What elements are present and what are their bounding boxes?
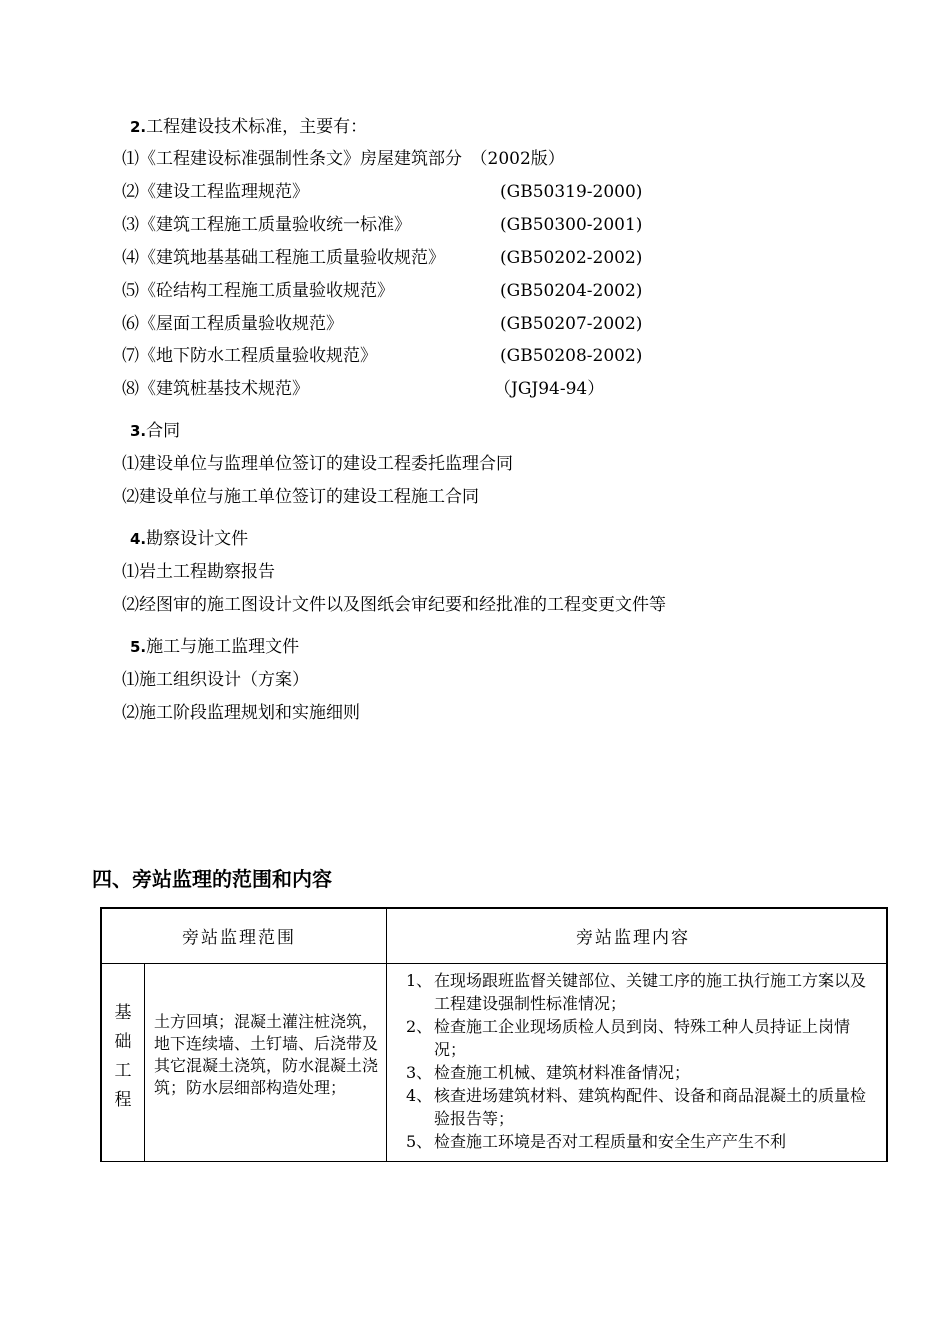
content-column-header: 旁站监理内容 bbox=[576, 928, 690, 948]
design-doc-item: ⑵经图审的施工图设计文件以及图纸会审纪要和经批准的工程变更文件等 bbox=[122, 595, 666, 615]
section-title: 四、旁站监理的范围和内容 bbox=[92, 867, 332, 891]
standard-item bbox=[122, 247, 643, 269]
item-text: 检查施工机械、建筑材料准备情况； bbox=[434, 1063, 691, 1082]
standard-name: ⑶《建筑工程施工质量验收统一标准》 bbox=[122, 215, 411, 235]
section-5-title: 施工与施工监理文件 bbox=[146, 637, 300, 657]
section-5-heading bbox=[130, 636, 299, 658]
content-item bbox=[406, 1061, 876, 1084]
item-number: 3、 bbox=[406, 1063, 433, 1082]
standard-name: ⑸《砼结构工程施工质量验收规范》 bbox=[122, 281, 394, 301]
content-item bbox=[406, 1130, 876, 1153]
standard-code: (GB50319-2000) bbox=[500, 182, 643, 202]
content-cell bbox=[406, 969, 876, 1153]
scope-cell: 土方回填；混凝土灌注桩浇筑，地下连续墙、土钉墙、后浇带及其它混凝土浇筑，防水混凝土浇筑；防水层细部构造处理； bbox=[154, 1012, 379, 1097]
standard-code: （JGJ94-94） bbox=[494, 379, 605, 399]
design-doc-item: ⑴岩土工程勘察报告 bbox=[122, 562, 275, 582]
standard-code: (GB50207-2002) bbox=[500, 314, 643, 334]
construction-doc-item: ⑵施工阶段监理规划和实施细则 bbox=[122, 703, 360, 723]
standard-item bbox=[122, 345, 643, 367]
standard-item bbox=[122, 148, 565, 170]
standard-item bbox=[122, 280, 643, 302]
standard-name: ⑵《建设工程监理规范》 bbox=[122, 182, 309, 202]
standard-code: (GB50208-2002) bbox=[500, 346, 643, 366]
header-divider bbox=[102, 963, 886, 964]
item-number: 4、 bbox=[406, 1086, 433, 1105]
contract-item: ⑵建设单位与施工单位签订的建设工程施工合同 bbox=[122, 487, 479, 507]
supervision-table bbox=[100, 907, 888, 1162]
standard-item bbox=[122, 214, 643, 236]
standard-name: ⑹《屋面工程质量验收规范》 bbox=[122, 314, 343, 334]
section-4-number: 4. bbox=[130, 530, 147, 548]
section-3-number: 3. bbox=[130, 422, 147, 440]
category-char: 工 bbox=[114, 1061, 132, 1081]
item-text: 检查施工企业现场质检人员到岗、特殊工种人员持证上岗情况； bbox=[434, 1017, 851, 1059]
item-number: 5、 bbox=[406, 1132, 433, 1151]
column-divider bbox=[386, 909, 387, 1161]
section-2-title: 工程建设技术标准，主要有： bbox=[146, 117, 368, 137]
content-item bbox=[406, 1015, 876, 1061]
item-number: 2、 bbox=[406, 1017, 433, 1036]
item-number: 1、 bbox=[406, 971, 433, 990]
standard-item bbox=[122, 313, 643, 335]
section-2-number: 2. bbox=[130, 118, 147, 136]
item-text: 核查进场建筑材料、建筑构配件、设备和商品混凝土的质量检验报告等； bbox=[434, 1086, 867, 1128]
category-cell bbox=[112, 999, 134, 1115]
category-char: 基 bbox=[114, 1003, 132, 1023]
section-4-heading bbox=[130, 528, 248, 550]
construction-doc-item: ⑴施工组织设计（方案） bbox=[122, 670, 309, 690]
category-char: 程 bbox=[114, 1090, 132, 1110]
item-text: 检查施工环境是否对工程质量和安全生产产生不利 bbox=[434, 1132, 787, 1151]
content-item bbox=[406, 1084, 876, 1130]
standard-name: ⑺《地下防水工程质量验收规范》 bbox=[122, 346, 377, 366]
item-text: 在现场跟班监督关键部位、关键工序的施工执行施工方案以及工程建设强制性标准情况； bbox=[434, 971, 867, 1013]
scope-column-header: 旁站监理范围 bbox=[182, 928, 296, 948]
section-2-heading bbox=[130, 116, 367, 138]
section-5-number: 5. bbox=[130, 638, 147, 656]
category-char: 础 bbox=[114, 1032, 132, 1052]
standard-name: ⑻《建筑桩基技术规范》 bbox=[122, 379, 309, 399]
section-3-title: 合同 bbox=[146, 421, 181, 441]
standard-item bbox=[122, 378, 605, 400]
standard-code: (GB50202-2002) bbox=[500, 248, 643, 268]
standard-name: ⑴《工程建设标准强制性条文》房屋建筑部分 （2002版） bbox=[122, 149, 565, 169]
standard-item bbox=[122, 181, 643, 203]
standard-code: (GB50204-2002) bbox=[500, 281, 643, 301]
contract-item: ⑴建设单位与监理单位签订的建设工程委托监理合同 bbox=[122, 454, 513, 474]
section-4-title: 勘察设计文件 bbox=[146, 529, 249, 549]
category-divider bbox=[144, 963, 145, 1161]
standard-code: (GB50300-2001) bbox=[500, 215, 643, 235]
section-3-heading bbox=[130, 420, 180, 442]
standard-name: ⑷《建筑地基基础工程施工质量验收规范》 bbox=[122, 248, 445, 268]
content-item bbox=[406, 969, 876, 1015]
